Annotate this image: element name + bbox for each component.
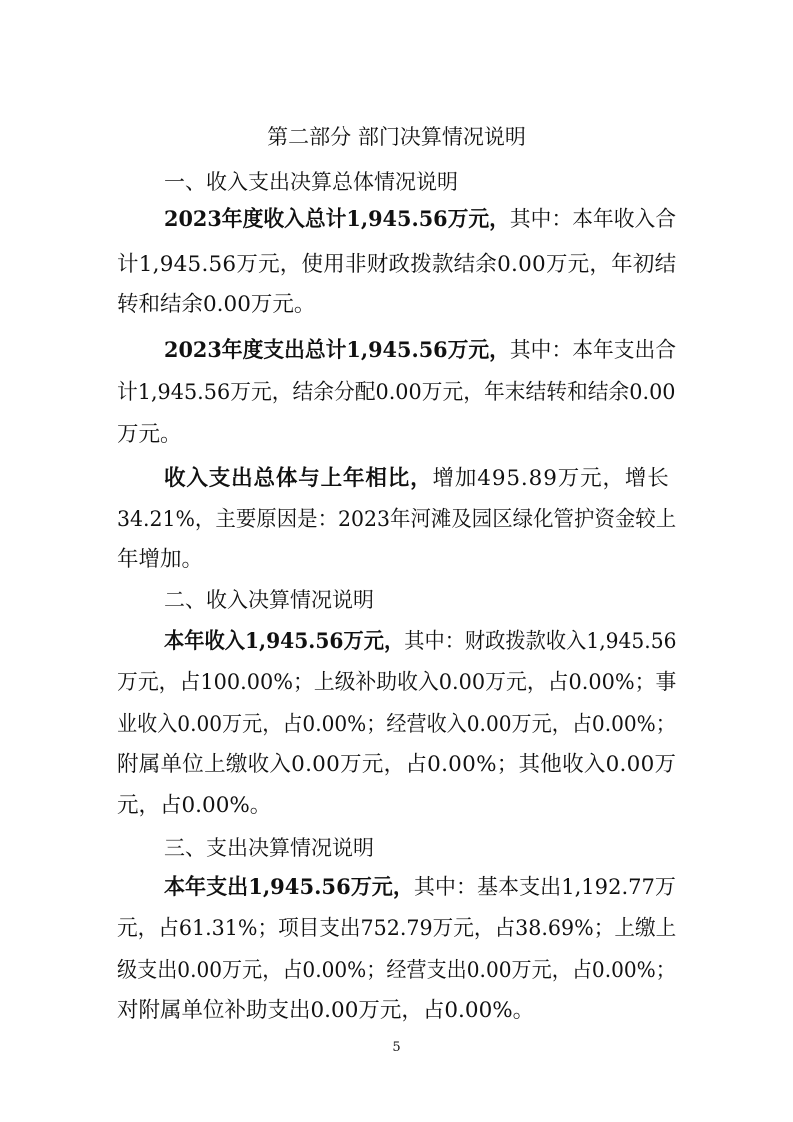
paragraph-income-line4: 附属单位上缴收入0.00万元，占0.00%；其他收入0.00万: [117, 752, 677, 777]
expense-text: 其中：基本支出1,192.77万: [413, 875, 676, 900]
paragraph-expense-line1: [164, 873, 676, 903]
income-text: 其中：财政拨款收入1,945.56: [404, 629, 677, 654]
page-number: 5: [392, 1040, 401, 1055]
paragraph-yoy-line3: 年增加。: [117, 547, 204, 572]
paragraph-expense-total-line2: 计1,945.56万元，结余分配0.00万元，年末结转和结余0.00: [117, 380, 676, 405]
paragraph-income-line2: 万元，占100.00%；上级补助收入0.00万元，占0.00%；事: [117, 670, 677, 695]
paragraph-income-total-line1: [164, 205, 676, 235]
paragraph-expense-total-line1: [164, 336, 676, 366]
paragraph-income-line5: 元，占0.00%。: [117, 793, 272, 818]
page-title: 第二部分 部门决算情况说明: [267, 125, 526, 149]
expense-total-bold: 2023年度支出总计1,945.56万元，: [164, 338, 510, 363]
paragraph-expense-line2: 元，占61.31%；项目支出752.79万元，占38.69%；上缴上: [117, 916, 677, 941]
income-total-bold: 2023年度收入总计1,945.56万元，: [164, 207, 510, 232]
yoy-bold: 收入支出总体与上年相比，: [164, 466, 433, 491]
section-heading-expense: 三、支出决算情况说明: [164, 836, 374, 860]
paragraph-income-line3: 业收入0.00万元，占0.00%；经营收入0.00万元，占0.00%；: [117, 712, 676, 737]
paragraph-expense-total-line3: 万元。: [117, 422, 182, 447]
yoy-text: 增加495.89万元，增长: [432, 466, 670, 491]
paragraph-yoy-line2: 34.21%，主要原因是：2023年河滩及园区绿化管护资金较上: [117, 507, 677, 532]
paragraph-income-total-line3: 转和结余0.00万元。: [117, 292, 316, 317]
expense-total-text: 其中：本年支出合: [509, 338, 677, 363]
paragraph-expense-line4: 对附属单位补助支出0.00万元，占0.00%。: [117, 998, 535, 1023]
paragraph-yoy-line1: [164, 464, 670, 494]
section-heading-income: 二、收入决算情况说明: [164, 588, 374, 612]
expense-bold: 本年支出1,945.56万元，: [164, 875, 414, 900]
paragraph-income-line1: [164, 627, 676, 657]
income-total-text: 其中：本年收入合: [509, 207, 677, 232]
income-bold: 本年收入1,945.56万元，: [164, 629, 405, 654]
section-heading-overall: 一、收入支出决算总体情况说明: [164, 170, 458, 194]
paragraph-income-total-line2: 计1,945.56万元，使用非财政拨款结余0.00万元，年初结: [117, 252, 677, 277]
paragraph-expense-line3: 级支出0.00万元，占0.00%；经营支出0.00万元，占0.00%；: [117, 958, 676, 983]
